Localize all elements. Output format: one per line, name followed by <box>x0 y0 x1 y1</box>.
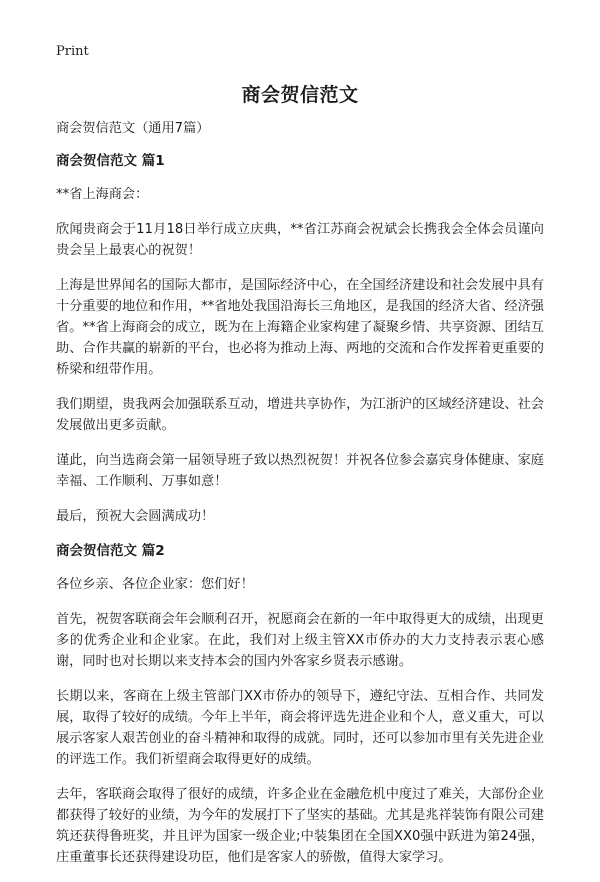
paragraph: 去年，客联商会取得了很好的成绩，许多企业在金融危机中度过了难关，大部份企业都获得了较好的业绩，为今年的发展打下了坚实的基础。尤其是兆祥装饰有限公司建筑还获得鲁班奖，并且评为国家一级企业;中装集团在全国XX0强中跃进为第24强，庄重董事长还获得建设功臣，他们是客家人的骄傲，值得大家学习。 <box>56 787 544 865</box>
paragraph: 首先，祝贺客联商会年会顺利召开，祝愿商会在新的一年中取得更大的成绩，出现更多的优秀企业和企业家。在此，我们对上级主管XX市侨办的大力支持表示衷心感谢，同时也对长期以来支持本会的国内外客家乡贤表示感谢。 <box>56 612 544 669</box>
section-heading: 商会贺信范文 篇2 <box>56 543 165 559</box>
page-title: 商会贺信范文 <box>241 84 359 106</box>
paragraph: 最后，预祝大会圆满成功！ <box>56 509 215 524</box>
paragraph: 长期以来，客商在上级主管部门XX市侨办的领导下，遵纪守法、互相合作、共同发展，取得了较好的成绩。今年上半年，商会将评选先进企业和个人，意义重大，可以展示客家人艰苦创业的奋斗精神和取得的成就。同时，还可以参加市里有关先进企业的评选工作。我们祈望商会取得更好的成绩。 <box>56 689 544 767</box>
paragraph: **省上海商会： <box>56 187 149 202</box>
document-subtitle: 商会贺信范文（通用7篇） <box>56 121 210 136</box>
paragraph: 欣闻贵商会于11月18日举行成立庆典，**省江苏商会祝斌会长携我会全体会员谨向贵会呈上最衷心的祝贺！ <box>56 222 544 258</box>
paragraph: 谨此，向当选商会第一届领导班子致以热烈祝贺！并祝各位参会嘉宾身体健康、家庭幸福、工作顺利、万事如意！ <box>56 453 544 489</box>
section-heading: 商会贺信范文 篇1 <box>56 153 165 169</box>
paragraph: 上海是世界闻名的国际大都市，是国际经济中心，在全国经济建设和社会发展中具有十分重要的地位和作用，**省地处我国沿海长三角地区，是我国的经济大省、经济强省。**省上海商会的成立，既为在上海籍企业家构建了凝聚乡情、共享资源、团结互助、合作共赢的崭新的平台，也必将为推动上海、两地的交流和合作发挥着更重要的桥梁和纽带作用。 <box>56 278 544 377</box>
print-link[interactable]: Print <box>56 44 89 59</box>
paragraph: 各位乡亲、各位企业家：您们好！ <box>56 577 254 592</box>
paragraph: 我们期望，贵我两会加强联系互动，增进共享协作，为江浙沪的区域经济建设、社会发展做出更多贡献。 <box>56 397 544 433</box>
document-body <box>56 118 544 882</box>
